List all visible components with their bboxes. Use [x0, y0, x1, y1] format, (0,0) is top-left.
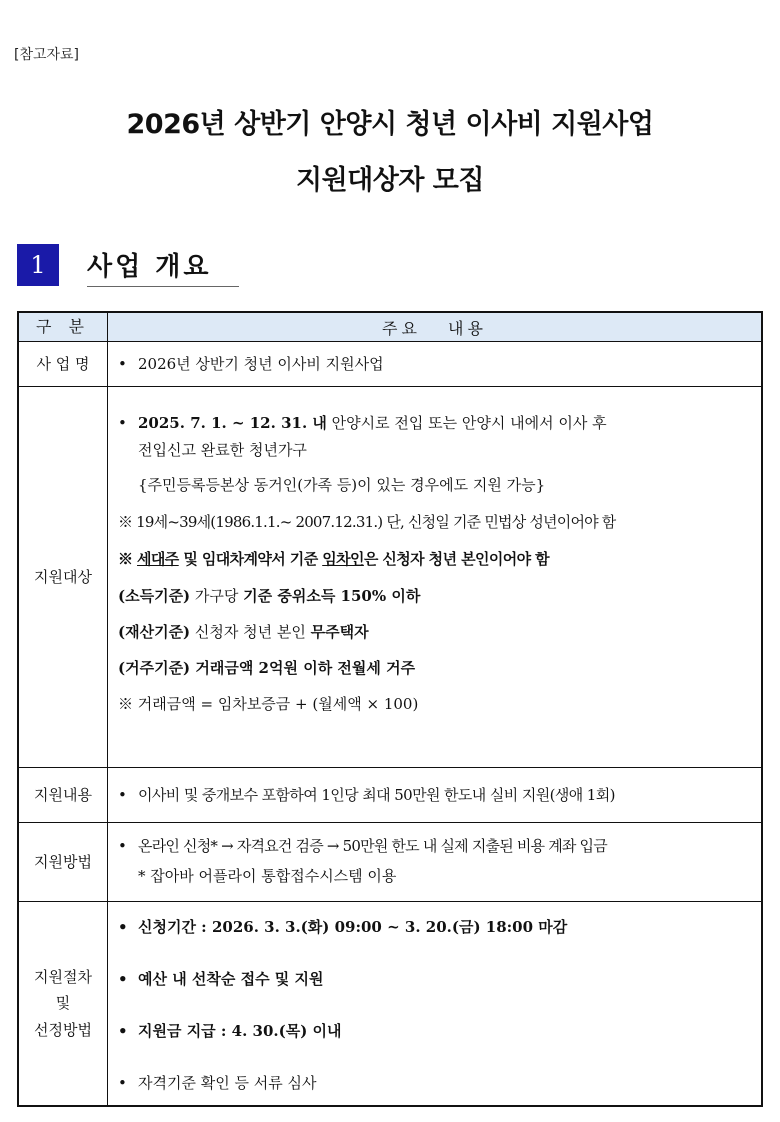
householder-term: 세대주: [137, 550, 179, 568]
header-content: 주요 내용: [382, 318, 487, 338]
procedure-item-2: [118, 968, 755, 989]
procedure-item-4: [118, 1072, 755, 1093]
method-line-2: * 잡아바 어플라이 통합접수시스템 이용: [138, 867, 397, 885]
application-period: 신청기간 : 2026. 3. 3.(화) 09:00 ~ 3. 20.(금) 18:00 마감: [138, 918, 568, 936]
bullet: •: [118, 355, 127, 373]
asset-label: (재산기준): [118, 623, 191, 641]
table-row-content: [19, 768, 761, 823]
row-content-procedure: [108, 902, 761, 1105]
table-row-project-name: [19, 342, 761, 387]
income-plain: 가구당: [190, 587, 244, 605]
bullet: •: [118, 1074, 127, 1092]
procedure-label-line-3: 선정방법: [34, 1020, 92, 1039]
target-householder-note: [118, 548, 755, 569]
table-row-target: [19, 387, 761, 768]
table-row-method: [19, 823, 761, 902]
procedure-label-line-1: 지원절차: [34, 968, 92, 987]
asset-plain: 신청자 청년 본인: [190, 623, 311, 641]
document-review: 자격기준 확인 등 서류 심사: [138, 1074, 317, 1092]
bullet: •: [118, 786, 127, 804]
first-come-notice: 예산 내 선착순 접수 및 지원: [138, 970, 324, 988]
row-content-method: [108, 823, 761, 901]
section-heading: [17, 244, 239, 288]
table-row-procedure: [19, 902, 761, 1105]
content-text: 이사비 및 중개보수 포함하여 1인당 최대 50만원 한도내 실비 지원(생애 1회): [138, 786, 615, 804]
tenant-term: 임차인: [322, 550, 364, 568]
residence-label: (거주기준): [118, 659, 191, 677]
target-income-criteria: [118, 585, 755, 606]
target-line-1: [118, 412, 755, 433]
target-period: 2025. 7. 1. ~ 12. 31. 내: [138, 414, 327, 432]
procedure-item-1: [118, 916, 755, 937]
page-subtitle: 지원대상자 모집: [296, 165, 484, 196]
note-mid: 및 임대차계약서 기준: [178, 550, 323, 568]
bullet: •: [118, 918, 128, 936]
section-underline: [87, 286, 239, 287]
row-content-content: [108, 768, 761, 822]
procedure-label-text: [34, 964, 92, 1043]
row-label-content: 지원내용: [19, 768, 108, 822]
section-title: 사업 개요: [87, 252, 212, 282]
bullet: •: [118, 837, 127, 855]
section-number-badge: 1: [17, 244, 59, 286]
table-header-row: [19, 313, 761, 342]
project-name-line: [118, 353, 755, 374]
content-line: [118, 784, 755, 805]
row-label-target: 지원대상: [19, 387, 108, 767]
row-label-project-name: 사 업 명: [19, 342, 108, 386]
target-asset-criteria: [118, 621, 755, 642]
project-name-text: 2026년 상반기 청년 이사비 지원사업: [138, 355, 384, 373]
note-prefix: ※: [118, 550, 138, 568]
header-category: 구 분: [19, 313, 108, 341]
target-formula: ※ 거래금액 = 임차보증금 + (월세액 × 100): [118, 695, 419, 713]
income-label: (소득기준): [118, 587, 191, 605]
bullet: •: [118, 970, 128, 988]
target-age-note: ※ 19세~39세(1986.1.1.~ 2007.12.31.) 단, 신청일 기준 민법상 성년이어야 함: [118, 513, 616, 531]
procedure-item-3: [118, 1020, 755, 1041]
row-label-procedure: [19, 902, 108, 1105]
method-text: 온라인 신청* → 자격요건 검증 → 50만원 한도 내 실제 지출된 비용 계좌 입금: [138, 837, 607, 855]
method-line-1: [118, 835, 755, 856]
reference-label: [참고자료]: [14, 47, 80, 63]
row-label-method: 지원방법: [19, 823, 108, 901]
asset-bold: 무주택자: [310, 623, 369, 641]
row-content-project-name: [108, 342, 761, 386]
bullet: •: [118, 414, 127, 432]
payment-date: 지원금 지급 : 4. 30.(목) 이내: [138, 1022, 342, 1040]
bullet: •: [118, 1022, 128, 1040]
row-content-target: [108, 387, 761, 767]
target-line-2: 전입신고 완료한 청년가구: [138, 441, 307, 459]
target-line-3: {주민등록등본상 동거인(가족 등)이 있는 경우에도 지원 가능}: [138, 476, 546, 494]
overview-table: [17, 311, 763, 1107]
income-bold: 기준 중위소득 150% 이하: [243, 587, 421, 605]
target-line-1-text: 안양시로 전입 또는 안양시 내에서 이사 후: [331, 414, 607, 432]
target-residence-criteria: [118, 657, 755, 678]
page-title: 2026년 상반기 안양시 청년 이사비 지원사업: [126, 109, 654, 140]
residence-bold: 거래금액 2억원 이하 전월세 거주: [190, 659, 416, 677]
procedure-label-line-2: 및: [55, 994, 71, 1013]
note-suffix: 은 신청자 청년 본인이어야 함: [363, 550, 550, 568]
